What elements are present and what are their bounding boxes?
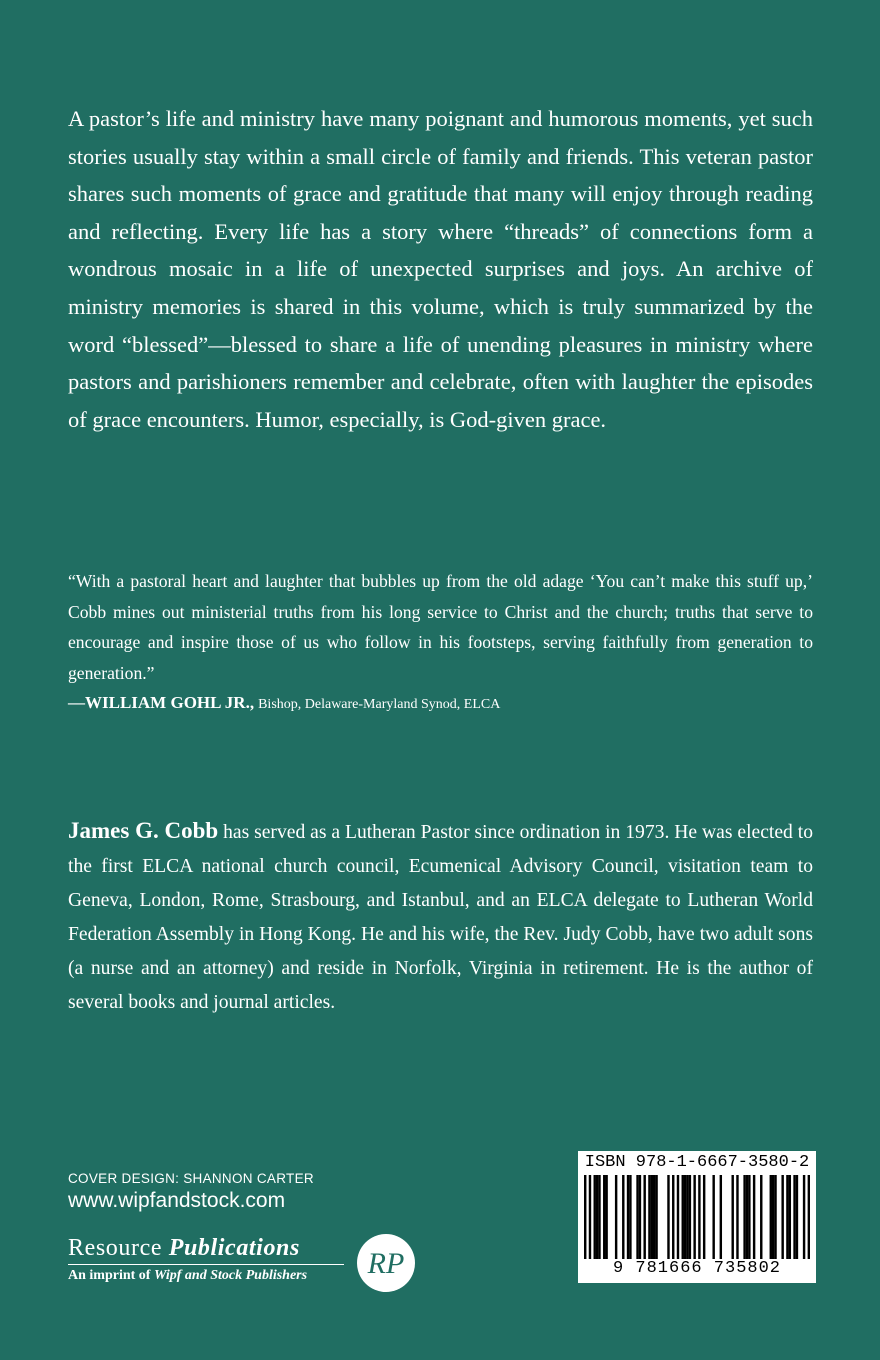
barcode-bar xyxy=(781,1175,783,1259)
barcode-bar xyxy=(760,1175,762,1259)
publisher-word-2: Publications xyxy=(168,1235,300,1261)
barcode-bar xyxy=(651,1175,653,1259)
cover-design-credit: COVER DESIGN: SHANNON CARTER xyxy=(68,1171,314,1186)
barcode-bar xyxy=(796,1175,798,1259)
isbn-digits: 9 781666 735802 xyxy=(612,1259,782,1278)
barcode-bar xyxy=(605,1175,607,1259)
barcode-bar xyxy=(622,1175,624,1259)
endorser-name: —WILLIAM GOHL JR., xyxy=(68,693,255,713)
barcode-bar xyxy=(655,1175,657,1259)
endorsement-quote: “With a pastoral heart and laughter that bubbles up from the old adage ‘You can’t make this stuff up,’ Cobb mines out ministerial truths from his long service to Christ and the church; truths that serve to encourage and inspire those of us who follow in his footsteps, serving faithfully from generation to generation.” xyxy=(68,571,813,683)
barcode-bar xyxy=(584,1175,586,1259)
isbn-label: ISBN 978-1-6667-3580-2 xyxy=(584,1153,810,1172)
imprint-prefix: An imprint of xyxy=(68,1268,151,1283)
author-bio-text: has served as a Lutheran Pastor since ordination in 1973. He was elected to the first ELCA national church council, Ecumenical Advisory Council, visitation team to Geneva, London, Rome, Strasbourg, and Istanbul, and an ELCA delegate to Lutheran World Federation Assembly in Hong Kong. He and his wife, the Rev. Judy Cobb, have two adult sons (a nurse and an attorney) and reside in Norfolk, Virginia in retirement. He is the author of several books and journal articles. xyxy=(68,822,813,1013)
barcode-bar xyxy=(720,1175,722,1259)
barcode-bar xyxy=(684,1175,686,1259)
publisher-divider xyxy=(68,1264,344,1265)
endorsement-attribution xyxy=(68,688,813,720)
barcode-bar xyxy=(789,1175,791,1259)
barcode-bar xyxy=(648,1175,650,1259)
barcode-bar xyxy=(589,1175,591,1259)
publisher-word-1: Resource xyxy=(68,1235,163,1261)
barcode-bar xyxy=(643,1175,645,1259)
barcode-bar xyxy=(793,1175,795,1259)
barcode-bar xyxy=(598,1175,600,1259)
barcode-bar xyxy=(753,1175,755,1259)
barcode-bar xyxy=(636,1175,638,1259)
rp-logo-icon xyxy=(356,1233,416,1293)
barcode-bar xyxy=(712,1175,714,1259)
author-name: James G. Cobb xyxy=(68,818,219,843)
barcode-bar xyxy=(803,1175,805,1259)
barcode-bar xyxy=(786,1175,788,1259)
barcode-bar xyxy=(743,1175,745,1259)
barcode-bar xyxy=(615,1175,617,1259)
barcode-bar xyxy=(703,1175,705,1259)
barcode-bar xyxy=(603,1175,605,1259)
isbn-barcode xyxy=(578,1151,816,1283)
barcode-bar xyxy=(677,1175,679,1259)
imprint-name: Wipf and Stock Publishers xyxy=(153,1268,308,1283)
endorsement xyxy=(68,566,813,720)
barcode-bar xyxy=(689,1175,691,1259)
barcode-bar xyxy=(748,1175,750,1259)
barcode-bar xyxy=(629,1175,631,1259)
imprint-line xyxy=(68,1268,307,1284)
barcode-bar xyxy=(774,1175,776,1259)
barcode-bar xyxy=(672,1175,674,1259)
publisher-website[interactable]: www.wipfandstock.com xyxy=(68,1189,286,1212)
endorser-role: Bishop, Delaware-Maryland Synod, ELCA xyxy=(258,697,501,713)
back-cover-blurb: A pastor’s life and ministry have many poignant and humorous moments, yet such stories usually stay within a small circle of family and friends. This veteran pastor shares such moments of grace and gratitude that many will enjoy through reading and reflecting. Every life has a story where “threads” of connections form a wondrous mosaic in a life of unexpected surprises and joys. An archive of ministry memories is shared in this volume, which is truly summarized by the word “blessed”—blessed to share a life of unending pleasures in ministry where pastors and parishioners remember and celebrate, often with laughter the episodes of grace encounters. Humor, especially, is God-given grace. xyxy=(68,106,813,432)
barcode-bar xyxy=(693,1175,695,1259)
author-bio xyxy=(68,814,813,1020)
barcode-bar xyxy=(746,1175,748,1259)
barcode-bar xyxy=(736,1175,738,1259)
barcode-bar xyxy=(653,1175,655,1259)
barcode-bar xyxy=(770,1175,772,1259)
barcode-bar xyxy=(627,1175,629,1259)
barcode-bar xyxy=(808,1175,810,1259)
barcode-bar xyxy=(686,1175,688,1259)
barcode-bar xyxy=(682,1175,684,1259)
barcode-bar xyxy=(667,1175,669,1259)
barcode-bar xyxy=(596,1175,598,1259)
rp-logo-text: RP xyxy=(367,1247,405,1280)
publisher-name xyxy=(68,1235,300,1262)
barcode-bars xyxy=(584,1175,810,1259)
barcode-bar xyxy=(772,1175,774,1259)
barcode-bar xyxy=(639,1175,641,1259)
barcode-bar xyxy=(698,1175,700,1259)
barcode-bar xyxy=(594,1175,596,1259)
barcode-bar xyxy=(731,1175,733,1259)
